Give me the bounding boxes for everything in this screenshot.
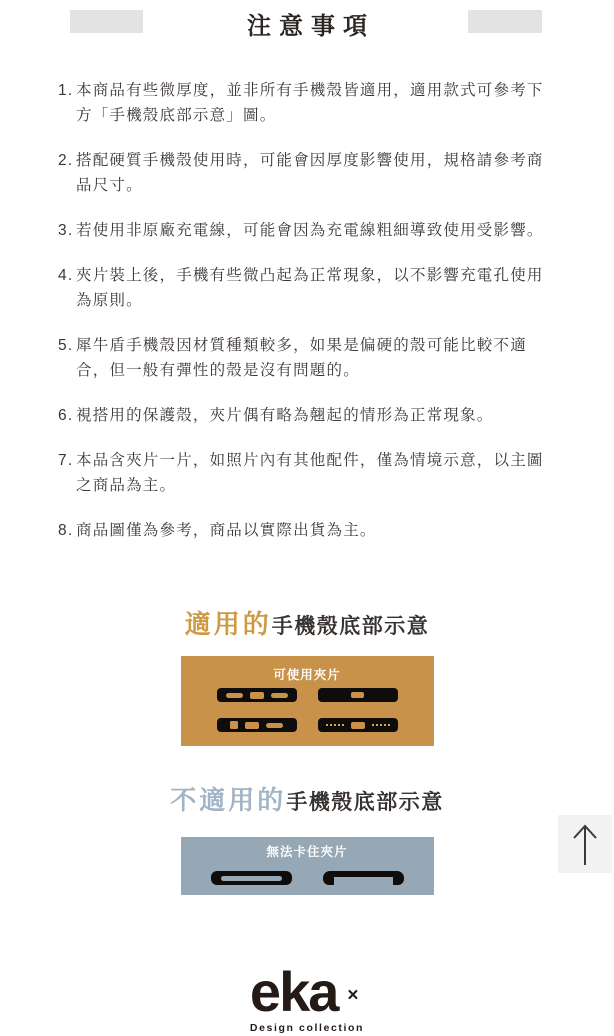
square-cutout: [230, 721, 238, 729]
title-decor-right: [468, 10, 542, 33]
speaker-slot: [266, 723, 283, 728]
footer: [0, 960, 614, 1036]
note-item-5: [58, 333, 558, 383]
unsuitable-heading-rest: 手機殼底部示意: [286, 791, 444, 814]
suitable-box-label: 可使用夾片: [273, 668, 341, 682]
note-item-1: [58, 78, 558, 128]
speaker-slot: [271, 693, 288, 698]
note-text: 夾片裝上後，手機有些微凸起為正常現象，以不影響充電孔使用為原則。: [76, 267, 544, 309]
case-bottom-examples: [217, 688, 398, 732]
case-bottom-long-slot: [211, 871, 292, 885]
note-number: 7.: [58, 452, 74, 469]
charging-port: [245, 722, 259, 729]
note-text: 搭配硬質手機殼使用時，可能會因厚度影響使用，規格請參考商品尺寸。: [76, 152, 544, 194]
note-text: 視搭用的保護殼，夾片偶有略為翹起的情形為正常現象。: [76, 407, 494, 424]
note-number: 5.: [58, 337, 74, 354]
slot-opening: [221, 876, 282, 881]
suitable-heading-rest: 手機殼底部示意: [271, 615, 430, 638]
note-number: 2.: [58, 152, 74, 169]
unsuitable-heading-highlight: 不適用的: [170, 785, 287, 815]
note-number: 6.: [58, 407, 74, 424]
note-number: 4.: [58, 267, 74, 284]
charging-port: [250, 692, 264, 699]
note-item-8: [58, 518, 558, 543]
unsuitable-box-label: 無法卡住夾片: [266, 845, 348, 859]
suitable-demo-box: [181, 656, 434, 746]
speaker-slot: [226, 693, 243, 698]
note-number: 1.: [58, 82, 74, 99]
brand-wordmark: eka: [249, 960, 338, 1023]
header: [0, 0, 614, 40]
case-bottom-open-frame: [323, 871, 404, 885]
brand-x-mark: ×: [347, 985, 359, 1006]
note-item-4: [58, 263, 558, 313]
note-text: 若使用非原廠充電線，可能會因為充電線粗細導致使用受影響。: [76, 222, 544, 239]
speaker-holes: [372, 724, 390, 727]
charging-port: [351, 722, 365, 729]
note-item-6: [58, 403, 558, 428]
note-text: 本品含夾片一片，如照片內有其他配件，僅為情境示意，以主圖之商品為主。: [76, 452, 544, 494]
note-text: 本商品有些微厚度，並非所有手機殼皆適用，適用款式可參考下方「手機殼底部示意」圖。: [76, 82, 544, 124]
back-to-top-button[interactable]: [558, 815, 612, 873]
note-item-7: [58, 448, 558, 498]
case-bottom-dotted-speakers: [318, 718, 398, 732]
case-bottom-port-only: [318, 688, 398, 702]
note-number: 3.: [58, 222, 74, 239]
unsuitable-case-examples: [211, 871, 404, 885]
suitable-heading-highlight: 適用的: [184, 609, 272, 639]
up-arrow-icon: [565, 821, 605, 867]
brand-tagline: Design collection: [249, 1022, 365, 1034]
case-bottom-square-port: [217, 718, 297, 732]
notes-list: [58, 78, 558, 543]
speaker-holes: [326, 724, 344, 727]
suitable-section-heading: [0, 607, 614, 646]
note-text: 犀牛盾手機殼因材質種類較多，如果是偏硬的殼可能比較不適合，但一般有彈性的殼是沒有問題的。: [76, 337, 527, 379]
case-bottom-speakers-port: [217, 688, 297, 702]
unsuitable-demo-box: [181, 837, 434, 895]
note-text: 商品圖僅為參考，商品以實際出貨為主。: [76, 522, 377, 539]
note-item-2: [58, 148, 558, 198]
note-item-3: [58, 218, 558, 243]
note-number: 8.: [58, 522, 74, 539]
unsuitable-section-heading: [0, 783, 614, 822]
page-title: 注意事項: [247, 13, 375, 40]
charging-port: [351, 692, 364, 698]
